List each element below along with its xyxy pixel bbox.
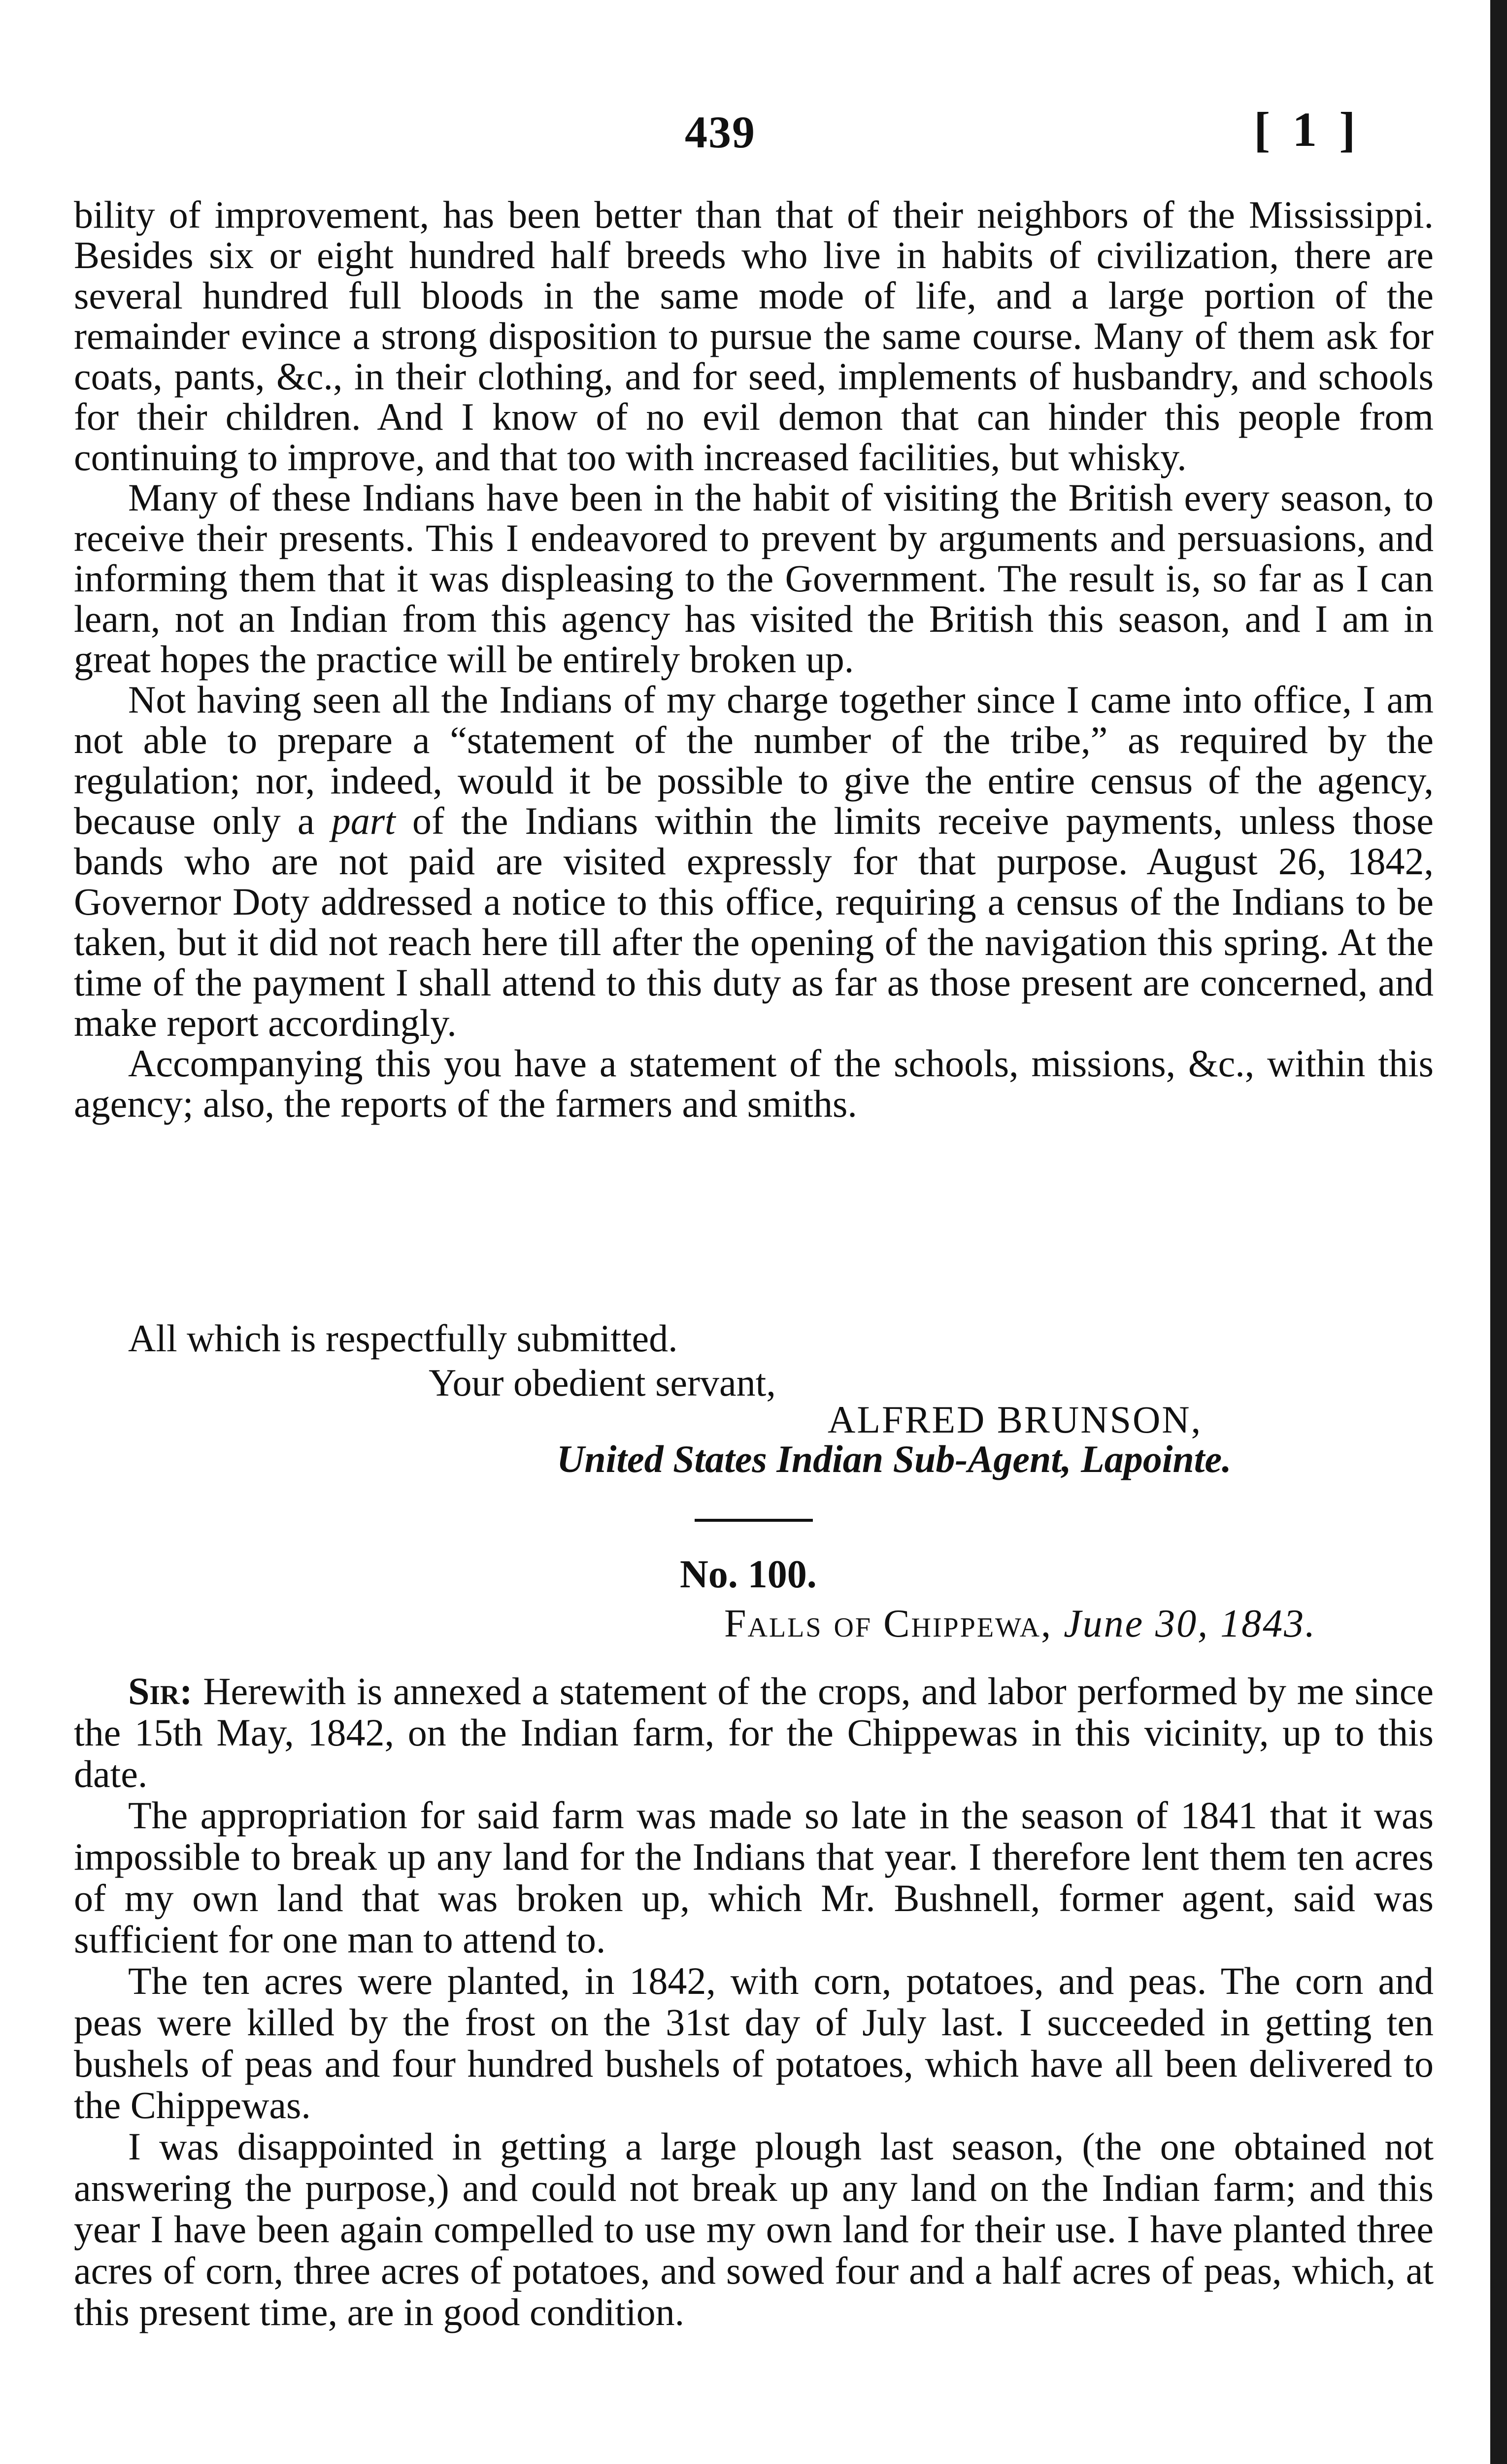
paragraph-planting-1842: The ten acres were planted, in 1842, with corn, potatoes, and peas. The corn and peas were killed by the frost on the 31st day of July last. I succeeded in getting ten bushels of peas and four hundred bushels of potatoes, which have all been delivered to the Chippewas. (74, 1959, 1434, 2126)
paragraph-annexed-statement (74, 1671, 1434, 1795)
paragraph-appropriation: The appropriation for said farm was made so late in the season of 1841 that it was impossible to break up any land for the Indians that year. I therefore lent them ten acres of my own land that was broken up, which Mr. Bushnell, former agent, said was sufficient for one man to attend to. (74, 1794, 1434, 1961)
dateline-date: June 30, 1843. (1064, 1602, 1317, 1645)
paragraph-improvement: bility of improvement, has been better than that of their neighbors of the Mississippi. Besides six or eight hundred half breeds who live in habits of civilization, there are several hundred full bloods in the same mode of life, and a large portion of the remainder evince a strong disposition to pursue the same course. Many of them ask for coats, pants, &c., in their clothing, and for seed, implements of husbandry, and schools for their children. And I know of no evil demon that can hinder this people from continuing to improve, and that too with increased facilities, but whisky. (74, 193, 1434, 479)
salutation-line: Your obedient servant, (429, 1361, 776, 1404)
annexed-statement-text: Herewith is annexed a statement of the crops, and labor performed by me since the 15th May, 1842, on the Indian farm, for the Chippewas in this vicinity, up to this date. (74, 1670, 1434, 1795)
census-text-start: Not having seen all the Indians of my charge together since I came into office, I am not able to prepare a “statement of the number of the tribe,” as required by the regulation; nor, indeed, would it be possible to give the entire census of the agency, because only a (74, 678, 1434, 842)
signer-name: ALFRED BRUNSON, (828, 1398, 1203, 1441)
paragraph-plough: I was disappointed in getting a large plough last season, (the one obtained not answering the purpose,) and could not break up any land on the Indian farm; and this year I have been again compelled to use my own land for their use. I have planted three acres of corn, three acres of potatoes, and sowed four and a half acres of peas, which, at this present time, are in good condition. (74, 2125, 1434, 2333)
paragraph-census (74, 680, 1434, 1043)
letter-two-body (74, 1671, 1434, 2333)
signature-mark: [ 1 ] (1254, 102, 1361, 157)
census-text-end: of the Indians within the limits receive payments, unless those bands who are not paid are visited expressly for that purpose. August 26, 1842, Governor Doty addressed a notice to this office, requiring a census of the Indians to be taken, but it did not reach here till after the opening of the navigation this spring. At the time of the payment I shall attend to this duty as far as those present are concerned, and make report accordingly. (74, 799, 1434, 1044)
page-number: 439 (685, 107, 756, 157)
section-divider (695, 1519, 813, 1522)
letter-one-body (74, 195, 1434, 1124)
dateline-place: Falls of Chippewa, (724, 1602, 1053, 1645)
dateline (724, 1602, 1316, 1646)
paragraph-accompanying: Accompanying this you have a statement of the schools, missions, &c., within this agency; also, the reports of the farmers and smiths. (74, 1042, 1434, 1125)
page-edge-shadow (1490, 0, 1507, 2464)
signer-title: United States Indian Sub-Agent, Lapointe. (557, 1437, 1232, 1480)
document-number: No. 100. (680, 1553, 817, 1596)
salutation-word: Sir: (128, 1670, 193, 1712)
closing-line: All which is respectfully submitted. (128, 1317, 678, 1360)
paragraph-british-presents: Many of these Indians have been in the habit of visiting the British every season, to receive their presents. This I endeavored to prevent by arguments and persuasions, and informing them that it was displeasing to the Government. The result is, so far as I can learn, not an Indian from this agency has visited the British this season, and I am in great hopes the practice will be entirely broken up. (74, 476, 1434, 681)
census-emphasis: part (331, 799, 396, 842)
